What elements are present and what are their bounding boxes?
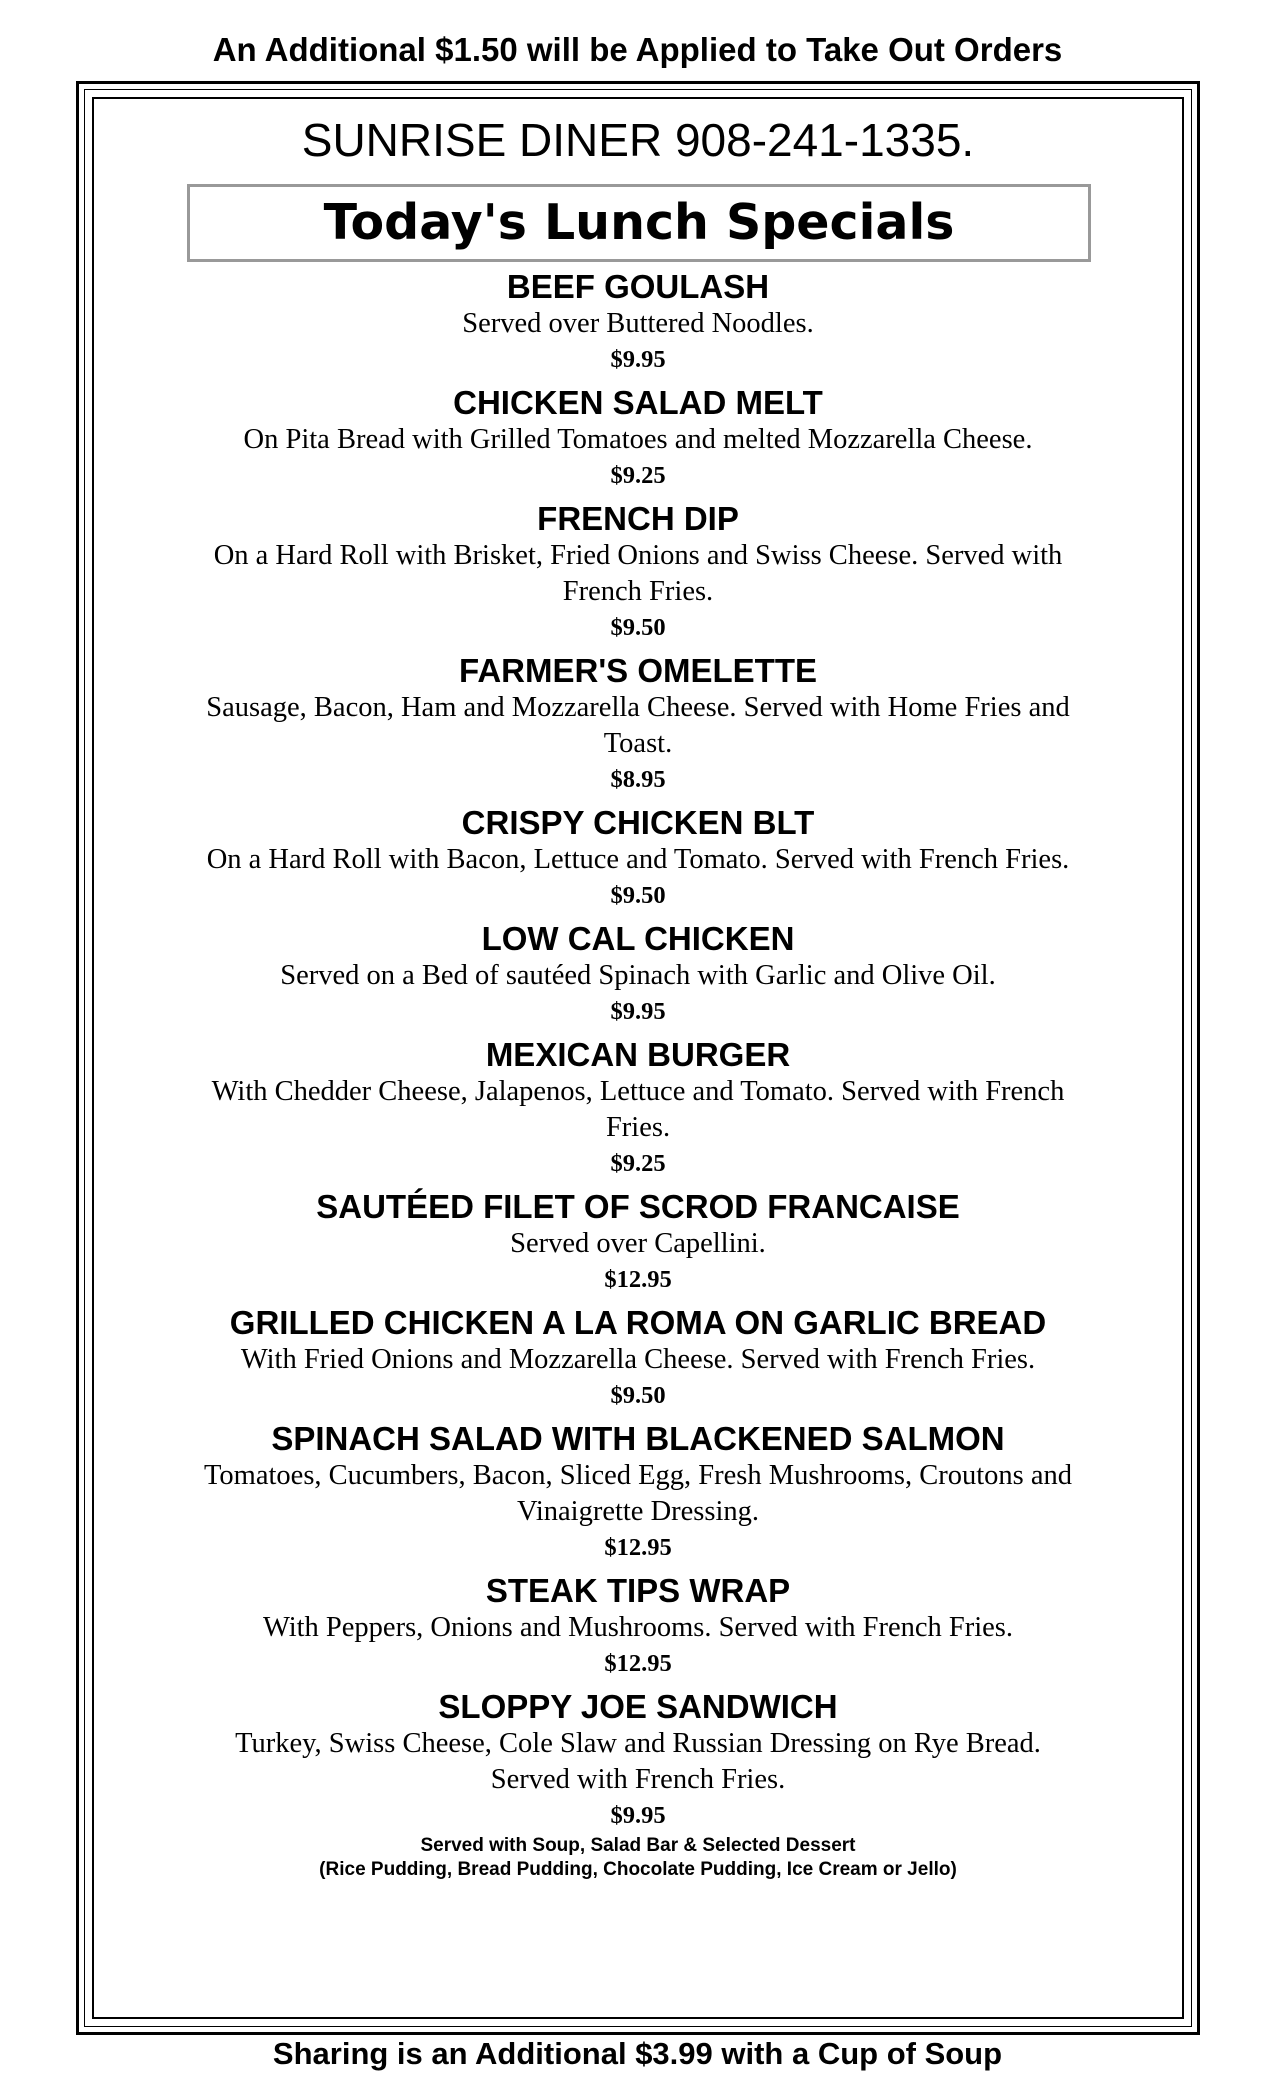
menu-item	[92, 383, 1184, 494]
menu-item	[92, 1035, 1184, 1182]
item-name: MEXICAN BURGER	[485, 1036, 791, 1073]
item-description: Served on a Bed of sautéed Spinach with Garlic and Olive Oil.	[280, 960, 996, 991]
sharing-charge-note: Sharing is an Additional $3.99 with a Cup of Soup	[272, 2036, 1003, 2071]
item-name: LOW CAL CHICKEN	[481, 920, 795, 957]
menu-item	[92, 651, 1184, 798]
item-name: CHICKEN SALAD MELT	[453, 384, 823, 421]
menu-item	[92, 803, 1184, 914]
takeout-surcharge-note: An Additional $1.50 will be Applied to Take Out Orders	[212, 31, 1063, 68]
served-with-note: Served with Soup, Salad Bar & Selected Dessert	[420, 1835, 856, 1856]
menu-item	[92, 1419, 1184, 1566]
menu-item	[92, 1571, 1184, 1682]
item-price: $9.95	[610, 1802, 666, 1829]
item-price: $9.50	[610, 1382, 666, 1409]
specials-heading: Today's Lunch Specials	[187, 184, 1091, 262]
menu-item	[92, 499, 1184, 646]
item-price: $9.95	[610, 998, 666, 1025]
item-name: GRILLED CHICKEN A LA ROMA ON GARLIC BREAD	[229, 1304, 1047, 1341]
item-name: CRISPY CHICKEN BLT	[461, 804, 815, 841]
item-description: Turkey, Swiss Cheese, Cole Slaw and Russian Dressing on Rye Bread. Served with French Fries.	[235, 1728, 1041, 1795]
specials-list	[92, 262, 1184, 1882]
item-name: FARMER'S OMELETTE	[458, 652, 818, 689]
menu-item	[92, 1187, 1184, 1298]
item-name: SAUTÉED FILET OF SCROD FRANCAISE	[316, 1188, 960, 1225]
menu-item	[92, 919, 1184, 1030]
item-name: SPINACH SALAD WITH BLACKENED SALMON	[271, 1420, 1005, 1457]
item-price: $12.95	[604, 1650, 672, 1677]
item-description: Sausage, Bacon, Ham and Mozzarella Cheese. Served with Home Fries and Toast.	[206, 692, 1070, 759]
item-name: BEEF GOULASH	[506, 268, 770, 305]
item-price: $9.25	[610, 462, 666, 489]
item-price: $9.95	[610, 346, 666, 373]
menu-item	[92, 1687, 1184, 1834]
item-price: $9.50	[610, 882, 666, 909]
item-name: STEAK TIPS WRAP	[485, 1572, 791, 1609]
item-price: $8.95	[610, 766, 666, 793]
item-description: On Pita Bread with Grilled Tomatoes and melted Mozzarella Cheese.	[243, 424, 1033, 455]
restaurant-name-phone: SUNRISE DINER 908-241-1335.	[301, 114, 975, 166]
item-description: With Fried Onions and Mozzarella Cheese. Served with French Fries.	[240, 1344, 1036, 1375]
item-price: $9.50	[610, 614, 666, 641]
item-name: FRENCH DIP	[537, 500, 739, 537]
dessert-options-note: (Rice Pudding, Bread Pudding, Chocolate Pudding, Ice Cream or Jello)	[319, 1859, 957, 1880]
menu-item	[92, 1303, 1184, 1414]
item-price: $12.95	[604, 1266, 672, 1293]
menu-item	[92, 267, 1184, 378]
item-description: With Chedder Cheese, Jalapenos, Lettuce and Tomato. Served with French Fries.	[211, 1076, 1065, 1143]
item-description: With Peppers, Onions and Mushrooms. Served with French Fries.	[262, 1612, 1014, 1643]
item-description: Served over Capellini.	[510, 1228, 766, 1259]
item-price: $9.25	[610, 1150, 666, 1177]
item-description: On a Hard Roll with Bacon, Lettuce and Tomato. Served with French Fries.	[206, 844, 1070, 875]
item-name: SLOPPY JOE SANDWICH	[438, 1688, 838, 1725]
item-price: $12.95	[604, 1534, 672, 1561]
item-description: On a Hard Roll with Brisket, Fried Onions and Swiss Cheese. Served with French Fries.	[213, 540, 1063, 607]
item-description: Served over Buttered Noodles.	[462, 308, 814, 339]
item-description: Tomatoes, Cucumbers, Bacon, Sliced Egg, Fresh Mushrooms, Croutons and Vinaigrette Dressing.	[204, 1460, 1072, 1527]
